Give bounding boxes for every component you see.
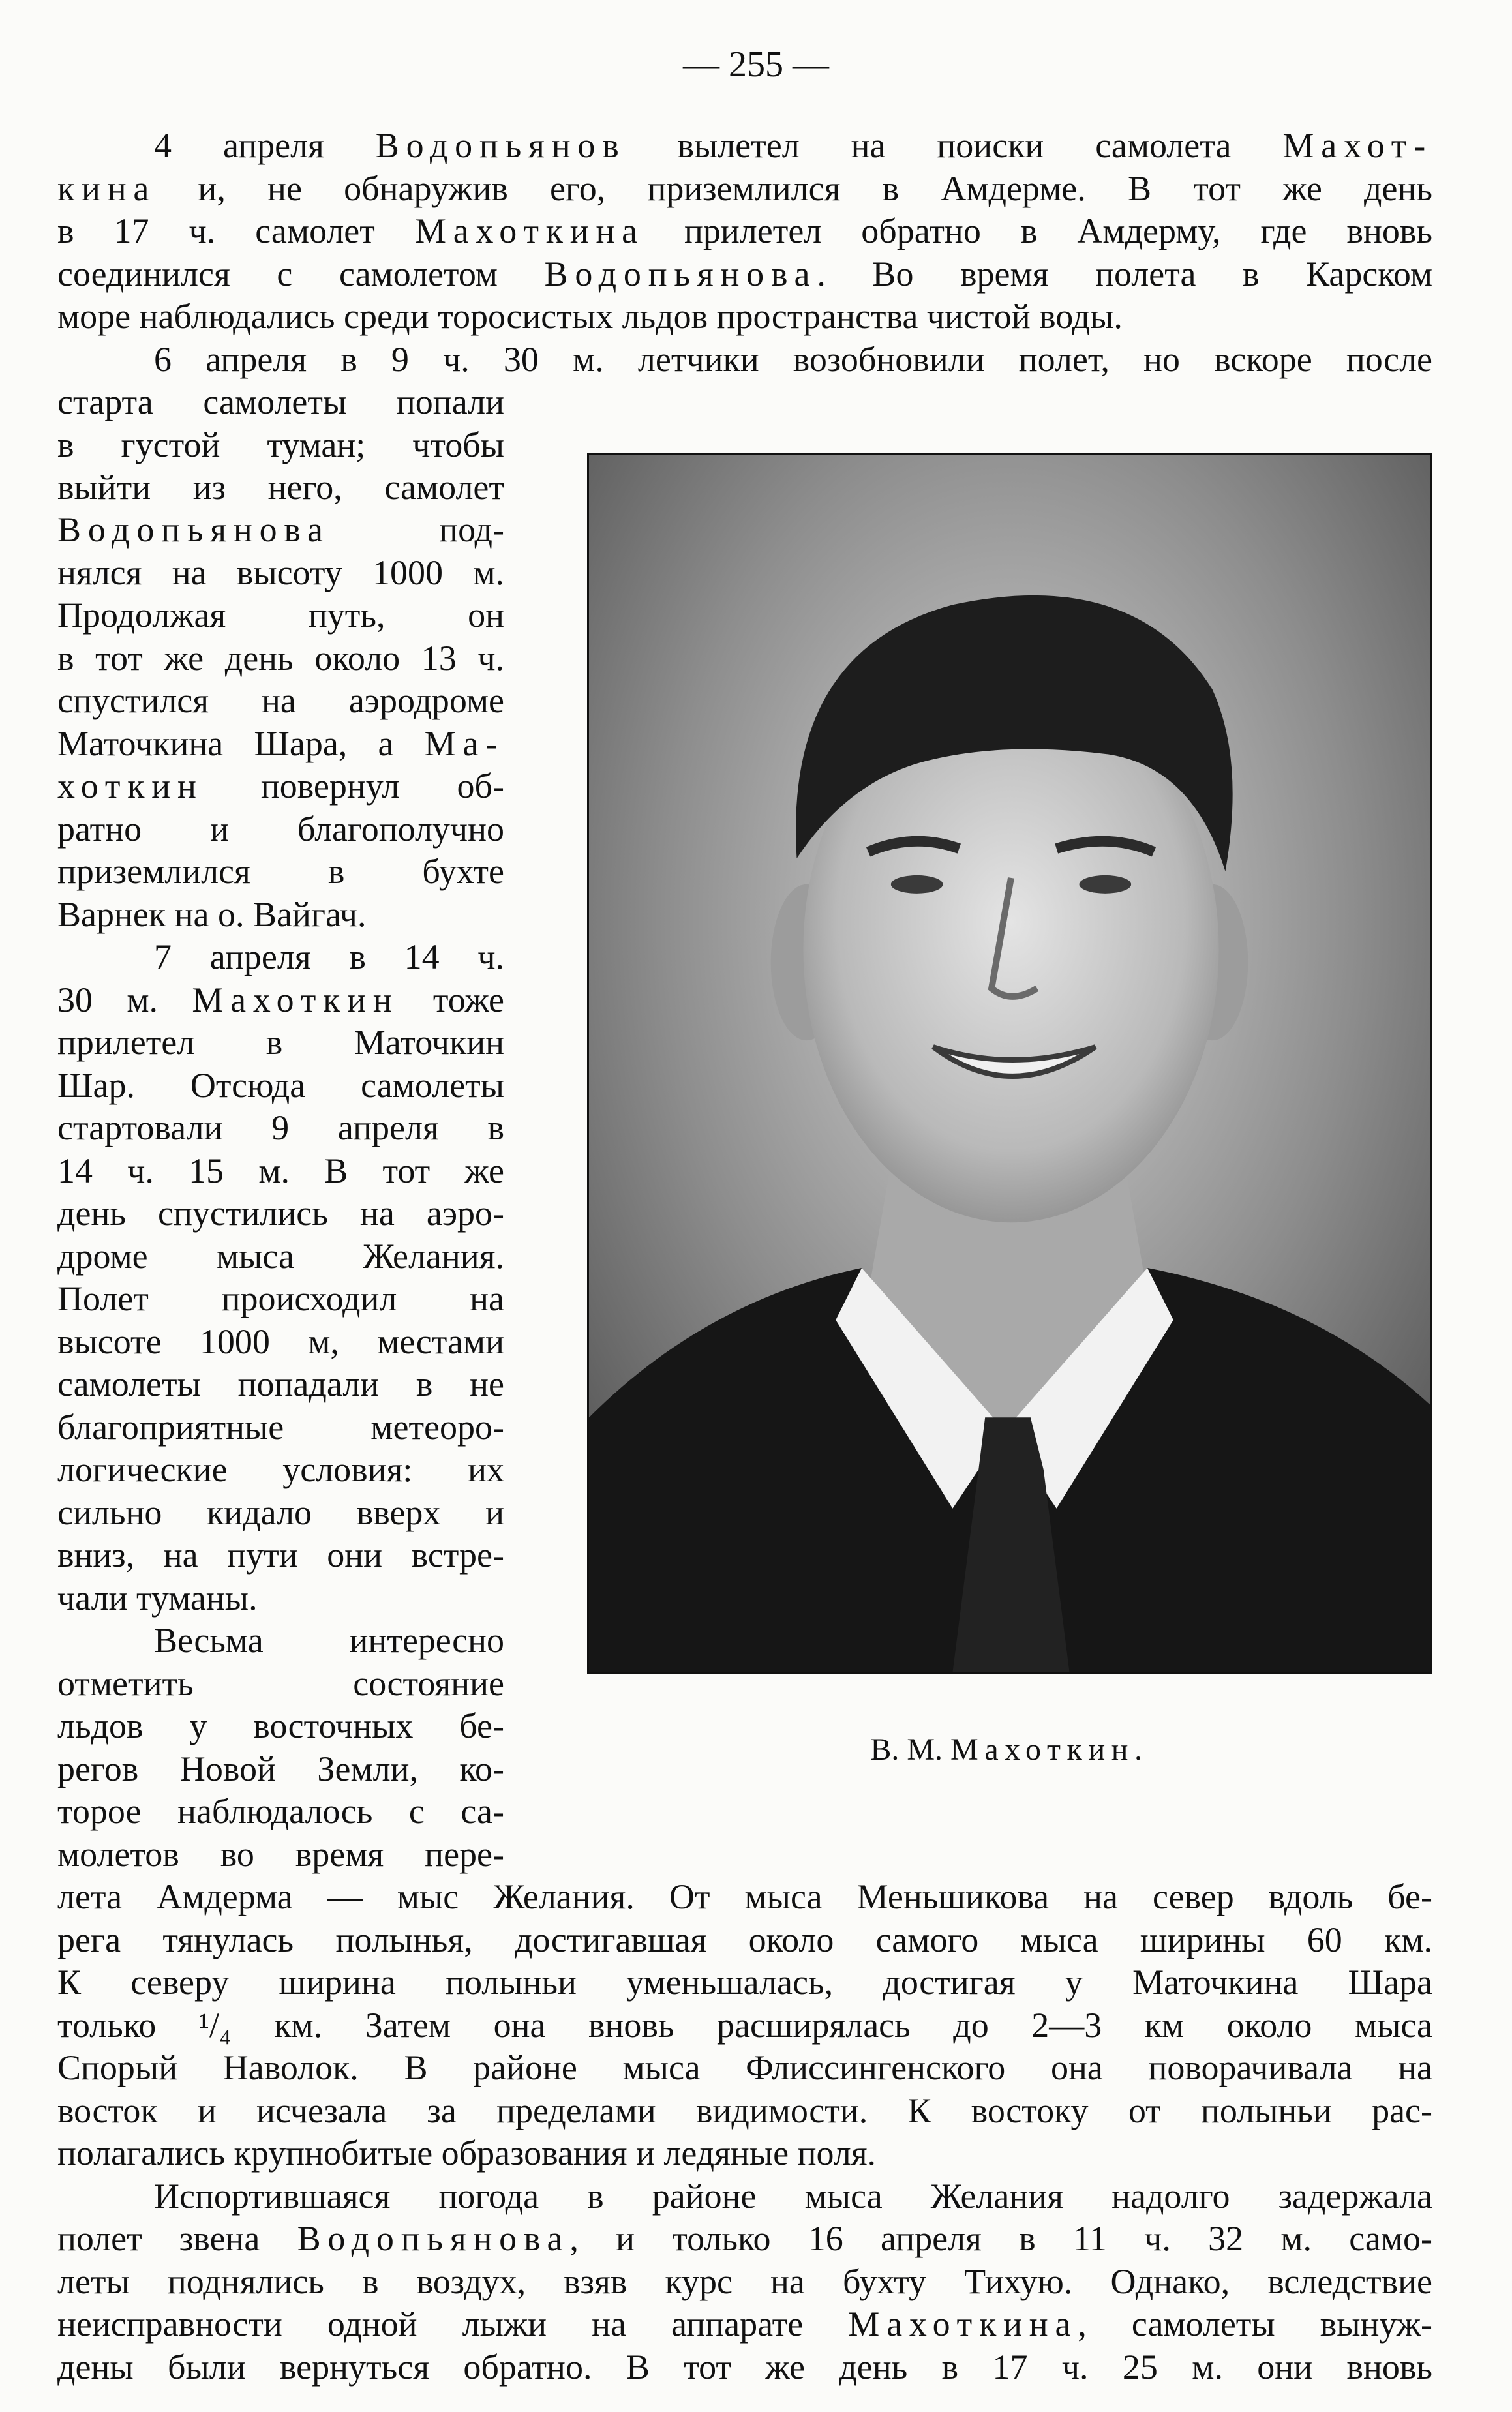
text-line [154,1619,504,1662]
text-line [57,1918,1432,1961]
text-run: рега тянулась полынья, достигавшая около самого мыса ширины 60 км. [57,1920,1432,1959]
photo-caption [587,1730,1432,1770]
text-line [154,338,1432,381]
text-line [57,1448,504,1491]
text-run: тоже [399,980,505,1019]
text-run: восток и исчезала за пределами видимости. К востоку от полыньи рас- [57,2091,1432,2130]
text-run: в тот же день около 13 ч. [57,639,504,678]
text-line [57,2345,1432,2389]
portrait-photo [587,453,1432,1674]
text-line [57,1833,504,1876]
text-run: льдов у восточных бе- [57,1706,504,1745]
text-line [57,551,504,594]
text-run: полагались крупнобитые образования и ледяные поля. [57,2133,877,2173]
spaced-name: Махоткин [192,980,399,1019]
text-line [57,295,1432,338]
text-line [57,1790,504,1833]
text-line [57,2004,1432,2047]
text-run: 14 ч. 15 м. В тот же [57,1151,504,1190]
text-line [57,2302,1432,2345]
text-line [57,423,504,466]
text-run: 4 апреля [154,126,376,165]
text-run: , самолеты вынуж- [1078,2304,1432,2344]
text-run: в 17 ч. самолет [57,211,415,250]
text-line [57,1363,504,1406]
text-run: дроме мыса Желания. [57,1237,504,1276]
text-run: море наблюдались среди торосистых льдов пространства чистой воды. [57,297,1123,336]
text-line [57,637,504,680]
text-run: Спорый Наволок. В районе мыса Флиссингенского она поворачивала на [57,2048,1432,2087]
text-line [57,252,1432,295]
text-run: вниз, на пути они встре- [57,1535,504,1575]
text-line [57,466,504,509]
text-line [57,722,504,765]
text-run: чали туманы. [57,1578,258,1618]
text-run: Шар. Отсюда самолеты [57,1066,504,1105]
text-run: торое наблюдалось с са- [57,1792,504,1831]
text-run: Продолжая путь, он [57,595,504,635]
text-line [57,1320,504,1363]
text-line [57,2132,1432,2175]
text-run: день спустились на аэро- [57,1194,504,1233]
text-line [57,594,504,637]
spaced-name: Водопьянова [544,254,817,294]
text-run: ратно и благополучно [57,809,504,849]
text-line [57,1277,504,1320]
caption-initials: В. М. [870,1732,951,1767]
text-run: Полет происходил на [57,1279,504,1318]
text-run: отметить состояние [57,1664,504,1703]
text-run: 7 апреля в 14 ч. [154,937,504,976]
text-line [57,1533,504,1576]
text-run: Испортившаяся погода в районе мыса Желания надолго задержала [154,2177,1432,2216]
text-line [57,1576,504,1620]
text-line [57,893,504,936]
text-line [57,1149,504,1192]
text-run: 6 апреля в 9 ч. 30 м. летчики возобновили полет, но вскоре после [154,340,1432,379]
text-run: старта самолеты попали [57,382,504,421]
spaced-name: Водопьянов [375,126,626,165]
spaced-name: Водопьянова [297,2219,570,2258]
text-line [57,1662,504,1705]
spaced-name: Махоткина [848,2304,1078,2344]
text-run: 30 м. [57,980,192,1019]
text-line [57,1106,504,1149]
text-run: стартовали 9 апреля в [57,1108,504,1147]
text-run: повернул об- [203,766,504,806]
text-line [57,1406,504,1449]
text-line [57,2089,1432,2132]
text-run: прилетел обратно в Амдерму, где вновь [644,211,1432,250]
text-line [57,1021,504,1064]
text-run: приземлился в бухте [57,852,504,891]
text-line [57,764,504,807]
text-run: самолеты попадали в не [57,1364,504,1404]
text-run: регов Новой Земли, ко- [57,1749,504,1788]
text-line [57,2046,1432,2089]
text-line [57,1961,1432,2004]
text-run: К северу ширина полыньи уменьшалась, достигая у Маточкина Шара [57,1963,1432,2002]
text-line [57,807,504,851]
text-run: Маточкина Шара, а [57,724,425,763]
text-line [57,1192,504,1235]
text-run: вылетел на поиски самолета [626,126,1283,165]
caption-surname: Махоткин. [950,1732,1149,1767]
text-run: высоте 1000 м, местами [57,1322,504,1361]
text-line [154,124,1432,167]
page-number: — 255 — [683,44,829,85]
spaced-name: хоткин [57,766,204,806]
text-run: молетов во время пере- [57,1835,504,1874]
text-line [154,935,504,978]
text-run: только ¹/₄ км. Затем она вновь расширялась до 2—3 км около мыса [57,2006,1432,2045]
text-line [57,1875,1432,1918]
text-line [57,1747,504,1790]
text-run: и, не обнаружив его, приземлился в Амдерме. В тот же день [156,169,1432,208]
text-line [154,2175,1432,2218]
spaced-name: Махоткина [414,211,644,250]
text-run: в густой туман; чтобы [57,425,504,464]
text-run: Весьма интересно [154,1621,504,1660]
text-run: сильно кидало вверх и [57,1493,504,1532]
text-run: Варнек на о. Вайгач. [57,895,367,934]
text-run: полет звена [57,2219,297,2258]
text-run: неисправности одной лыжи на аппарате [57,2304,849,2344]
text-line [57,2217,1432,2260]
text-line [57,209,1432,252]
spaced-name: кина [57,169,157,208]
text-run: логические условия: их [57,1450,504,1489]
text-run: благоприятные метеоро- [57,1408,504,1447]
text-line [57,380,504,423]
text-run: прилетел в Маточкин [57,1023,504,1062]
text-line [57,1491,504,1534]
text-run: , и только 16 апреля в 11 ч. 32 м. само- [569,2219,1433,2258]
text-run: лета Амдерма — мыс Желания. От мыса Меньшикова на север вдоль бе- [57,1877,1432,1916]
text-line [57,850,504,893]
text-line [57,1235,504,1278]
text-line [57,167,1432,210]
text-run: спустился на аэродроме [57,681,504,720]
text-line [57,1064,504,1107]
text-run: нялся на высоту 1000 м. [57,553,504,592]
portrait-image [589,455,1430,1672]
spaced-name: Махот- [1282,126,1432,165]
text-run: соединился с самолетом [57,254,545,294]
text-run: . Во время полета в Карском [817,254,1432,294]
text-run: под- [329,510,504,549]
text-line [57,2260,1432,2303]
text-line [57,1704,504,1747]
text-line [57,978,504,1021]
spaced-name: Ма- [424,724,504,763]
text-run: выйти из него, самолет [57,468,504,507]
text-run: дены были вернуться обратно. В тот же день в 17 ч. 25 м. они вновь [57,2347,1432,2387]
text-line [57,508,504,551]
spaced-name: Водопьянова [57,510,330,549]
text-run: леты поднялись в воздух, взяв курс на бухту Тихую. Однако, вследствие [57,2262,1432,2301]
text-line [57,679,504,722]
